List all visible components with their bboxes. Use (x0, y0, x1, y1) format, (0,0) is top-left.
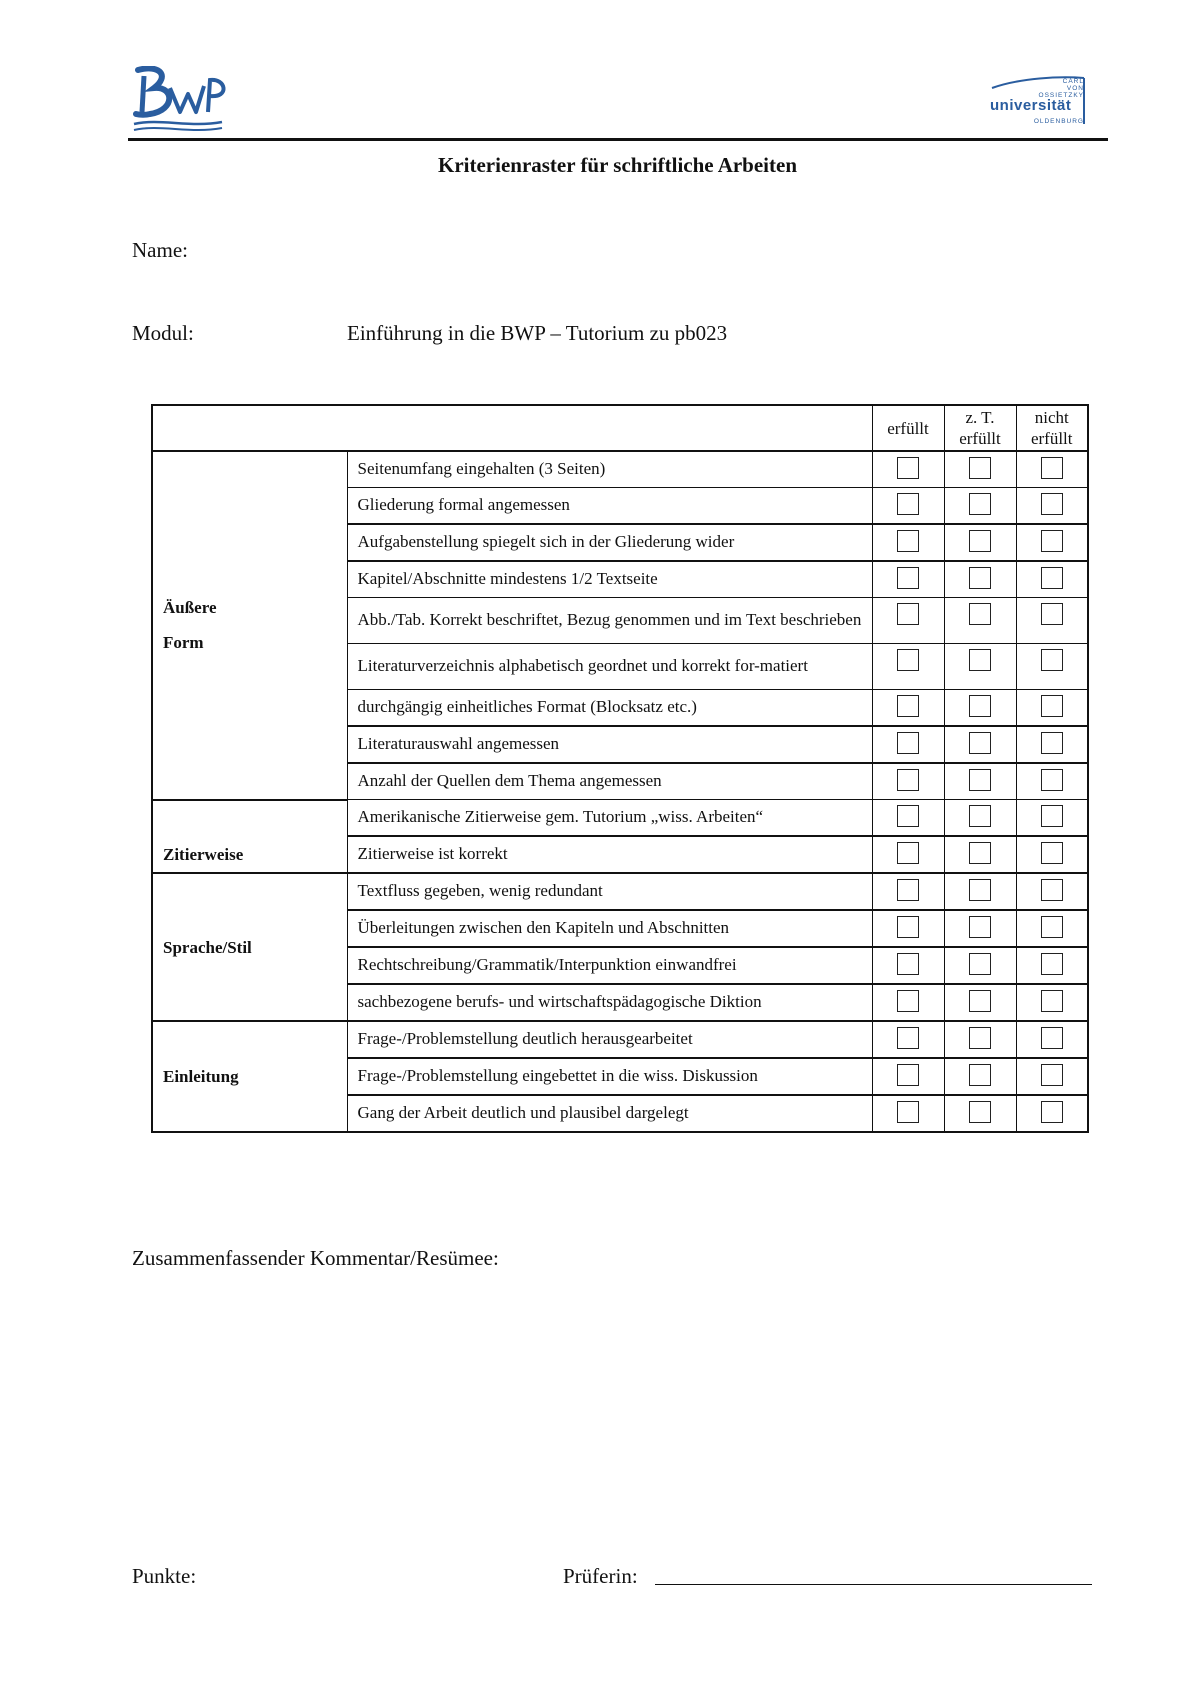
col-header-nicht-erfuellt: nicht erfüllt (1016, 405, 1088, 451)
logo-small-line-1: CARL (1062, 78, 1084, 85)
category-sprache-stil: Sprache/Stil (152, 873, 347, 1021)
university-logo (990, 72, 1086, 132)
checkbox-nicht-erfuellt[interactable] (1041, 530, 1063, 552)
checkbox-zt-erfuellt[interactable] (969, 732, 991, 754)
checkbox-erfuellt[interactable] (897, 879, 919, 901)
summary-label: Zusammenfassender Kommentar/Resümee: (132, 1246, 499, 1270)
page-title: Kriterienraster für schriftliche Arbeiten (437, 153, 798, 177)
criterion-text: Textfluss gegeben, wenig redundant (347, 873, 872, 910)
checkbox-erfuellt[interactable] (897, 732, 919, 754)
checkbox-nicht-erfuellt[interactable] (1041, 457, 1063, 479)
criterion-text: Abb./Tab. Korrekt beschriftet, Bezug genommen und im Text beschrieben (347, 598, 872, 644)
criterion-text: Amerikanische Zitierweise gem. Tutorium „wiss. Arbeiten“ (347, 800, 872, 837)
checkbox-nicht-erfuellt[interactable] (1041, 769, 1063, 791)
criterion-text: Frage-/Problemstellung deutlich herausgearbeitet (347, 1021, 872, 1058)
examiner-label: Prüferin: (563, 1564, 638, 1588)
modul-value: Einführung in die BWP – Tutorium zu pb023 (347, 321, 728, 345)
checkbox-nicht-erfuellt[interactable] (1041, 842, 1063, 864)
checkbox-erfuellt[interactable] (897, 457, 919, 479)
checkbox-zt-erfuellt[interactable] (969, 530, 991, 552)
checkbox-zt-erfuellt[interactable] (969, 990, 991, 1012)
checkbox-zt-erfuellt[interactable] (969, 879, 991, 901)
checkbox-erfuellt[interactable] (897, 990, 919, 1012)
checkbox-zt-erfuellt[interactable] (969, 567, 991, 589)
checkbox-erfuellt[interactable] (897, 695, 919, 717)
checkbox-zt-erfuellt[interactable] (969, 603, 991, 625)
criterion-text: Gliederung formal angemessen (347, 488, 872, 525)
table-row (152, 800, 1088, 837)
logo-small-line-3: OSSIETZKY (1038, 92, 1084, 99)
criterion-text: Zitierweise ist korrekt (347, 836, 872, 873)
logo-university-text: universität (990, 97, 1072, 114)
criterion-text: Rechtschreibung/Grammatik/Interpunktion einwandfrei (347, 947, 872, 984)
checkbox-erfuellt[interactable] (897, 649, 919, 671)
criterion-text: Gang der Arbeit deutlich und plausibel dargelegt (347, 1095, 872, 1132)
checkbox-erfuellt[interactable] (897, 603, 919, 625)
checkbox-zt-erfuellt[interactable] (969, 457, 991, 479)
checkbox-nicht-erfuellt[interactable] (1041, 879, 1063, 901)
criterion-text: Literaturverzeichnis alphabetisch geordnet und korrekt for-matiert (347, 644, 872, 690)
checkbox-nicht-erfuellt[interactable] (1041, 649, 1063, 671)
logo-small-line-2: VON (1066, 85, 1084, 92)
checkbox-zt-erfuellt[interactable] (969, 695, 991, 717)
col-header-erfuellt: erfüllt (872, 405, 944, 451)
checkbox-erfuellt[interactable] (897, 530, 919, 552)
checkbox-erfuellt[interactable] (897, 953, 919, 975)
criterion-text: Seitenumfang eingehalten (3 Seiten) (347, 451, 872, 488)
checkbox-zt-erfuellt[interactable] (969, 842, 991, 864)
checkbox-erfuellt[interactable] (897, 567, 919, 589)
checkbox-zt-erfuellt[interactable] (969, 649, 991, 671)
checkbox-nicht-erfuellt[interactable] (1041, 916, 1063, 938)
checkbox-erfuellt[interactable] (897, 1064, 919, 1086)
criterion-text: Anzahl der Quellen dem Thema angemessen (347, 763, 872, 800)
checkbox-zt-erfuellt[interactable] (969, 953, 991, 975)
header-empty-cell (152, 405, 872, 451)
header-rule (128, 138, 1108, 141)
name-label: Name: (132, 238, 188, 262)
checkbox-erfuellt[interactable] (897, 916, 919, 938)
table-row (152, 873, 1088, 910)
checkbox-nicht-erfuellt[interactable] (1041, 567, 1063, 589)
checkbox-erfuellt[interactable] (897, 493, 919, 515)
table-row (152, 1021, 1088, 1058)
criterion-text: Literaturauswahl angemessen (347, 726, 872, 763)
bwp-logo (130, 66, 230, 143)
criterion-text: Kapitel/Abschnitte mindestens 1/2 Textseite (347, 561, 872, 598)
criterion-text: durchgängig einheitliches Format (Blocksatz etc.) (347, 690, 872, 727)
checkbox-erfuellt[interactable] (897, 1101, 919, 1123)
criterion-text: sachbezogene berufs- und wirtschaftspädagogische Diktion (347, 984, 872, 1021)
checkbox-nicht-erfuellt[interactable] (1041, 990, 1063, 1012)
checkbox-zt-erfuellt[interactable] (969, 493, 991, 515)
checkbox-erfuellt[interactable] (897, 805, 919, 827)
bwp-logo-text: BWP (130, 66, 133, 67)
checkbox-nicht-erfuellt[interactable] (1041, 603, 1063, 625)
col-header-zt-erfuellt: z. T. erfüllt (944, 405, 1016, 451)
modul-label: Modul: (132, 321, 194, 345)
checkbox-zt-erfuellt[interactable] (969, 769, 991, 791)
checkbox-zt-erfuellt[interactable] (969, 916, 991, 938)
criteria-table (151, 404, 1089, 1133)
criterion-text: Frage-/Problemstellung eingebettet in die wiss. Diskussion (347, 1058, 872, 1095)
checkbox-zt-erfuellt[interactable] (969, 1064, 991, 1086)
checkbox-nicht-erfuellt[interactable] (1041, 732, 1063, 754)
criterion-text: Aufgabenstellung spiegelt sich in der Gliederung wider (347, 524, 872, 561)
checkbox-zt-erfuellt[interactable] (969, 805, 991, 827)
category-label: Äußere Form (163, 598, 217, 653)
table-row (152, 451, 1088, 488)
checkbox-erfuellt[interactable] (897, 769, 919, 791)
checkbox-erfuellt[interactable] (897, 842, 919, 864)
category-einleitung: Einleitung (152, 1021, 347, 1132)
checkbox-nicht-erfuellt[interactable] (1041, 1027, 1063, 1049)
checkbox-erfuellt[interactable] (897, 1027, 919, 1049)
checkbox-nicht-erfuellt[interactable] (1041, 695, 1063, 717)
checkbox-nicht-erfuellt[interactable] (1041, 1064, 1063, 1086)
points-label: Punkte: (132, 1564, 197, 1588)
examiner-signature-line[interactable] (655, 1584, 1092, 1585)
checkbox-nicht-erfuellt[interactable] (1041, 1101, 1063, 1123)
category-zitierweise: Zitierweise (152, 800, 347, 874)
logo-bottom-text: OLDENBURG (1033, 118, 1084, 125)
checkbox-nicht-erfuellt[interactable] (1041, 493, 1063, 515)
checkbox-zt-erfuellt[interactable] (969, 1101, 991, 1123)
checkbox-zt-erfuellt[interactable] (969, 1027, 991, 1049)
checkbox-nicht-erfuellt[interactable] (1041, 805, 1063, 827)
checkbox-nicht-erfuellt[interactable] (1041, 953, 1063, 975)
category-aeussere-form (152, 451, 347, 800)
criterion-text: Überleitungen zwischen den Kapiteln und Abschnitten (347, 910, 872, 947)
